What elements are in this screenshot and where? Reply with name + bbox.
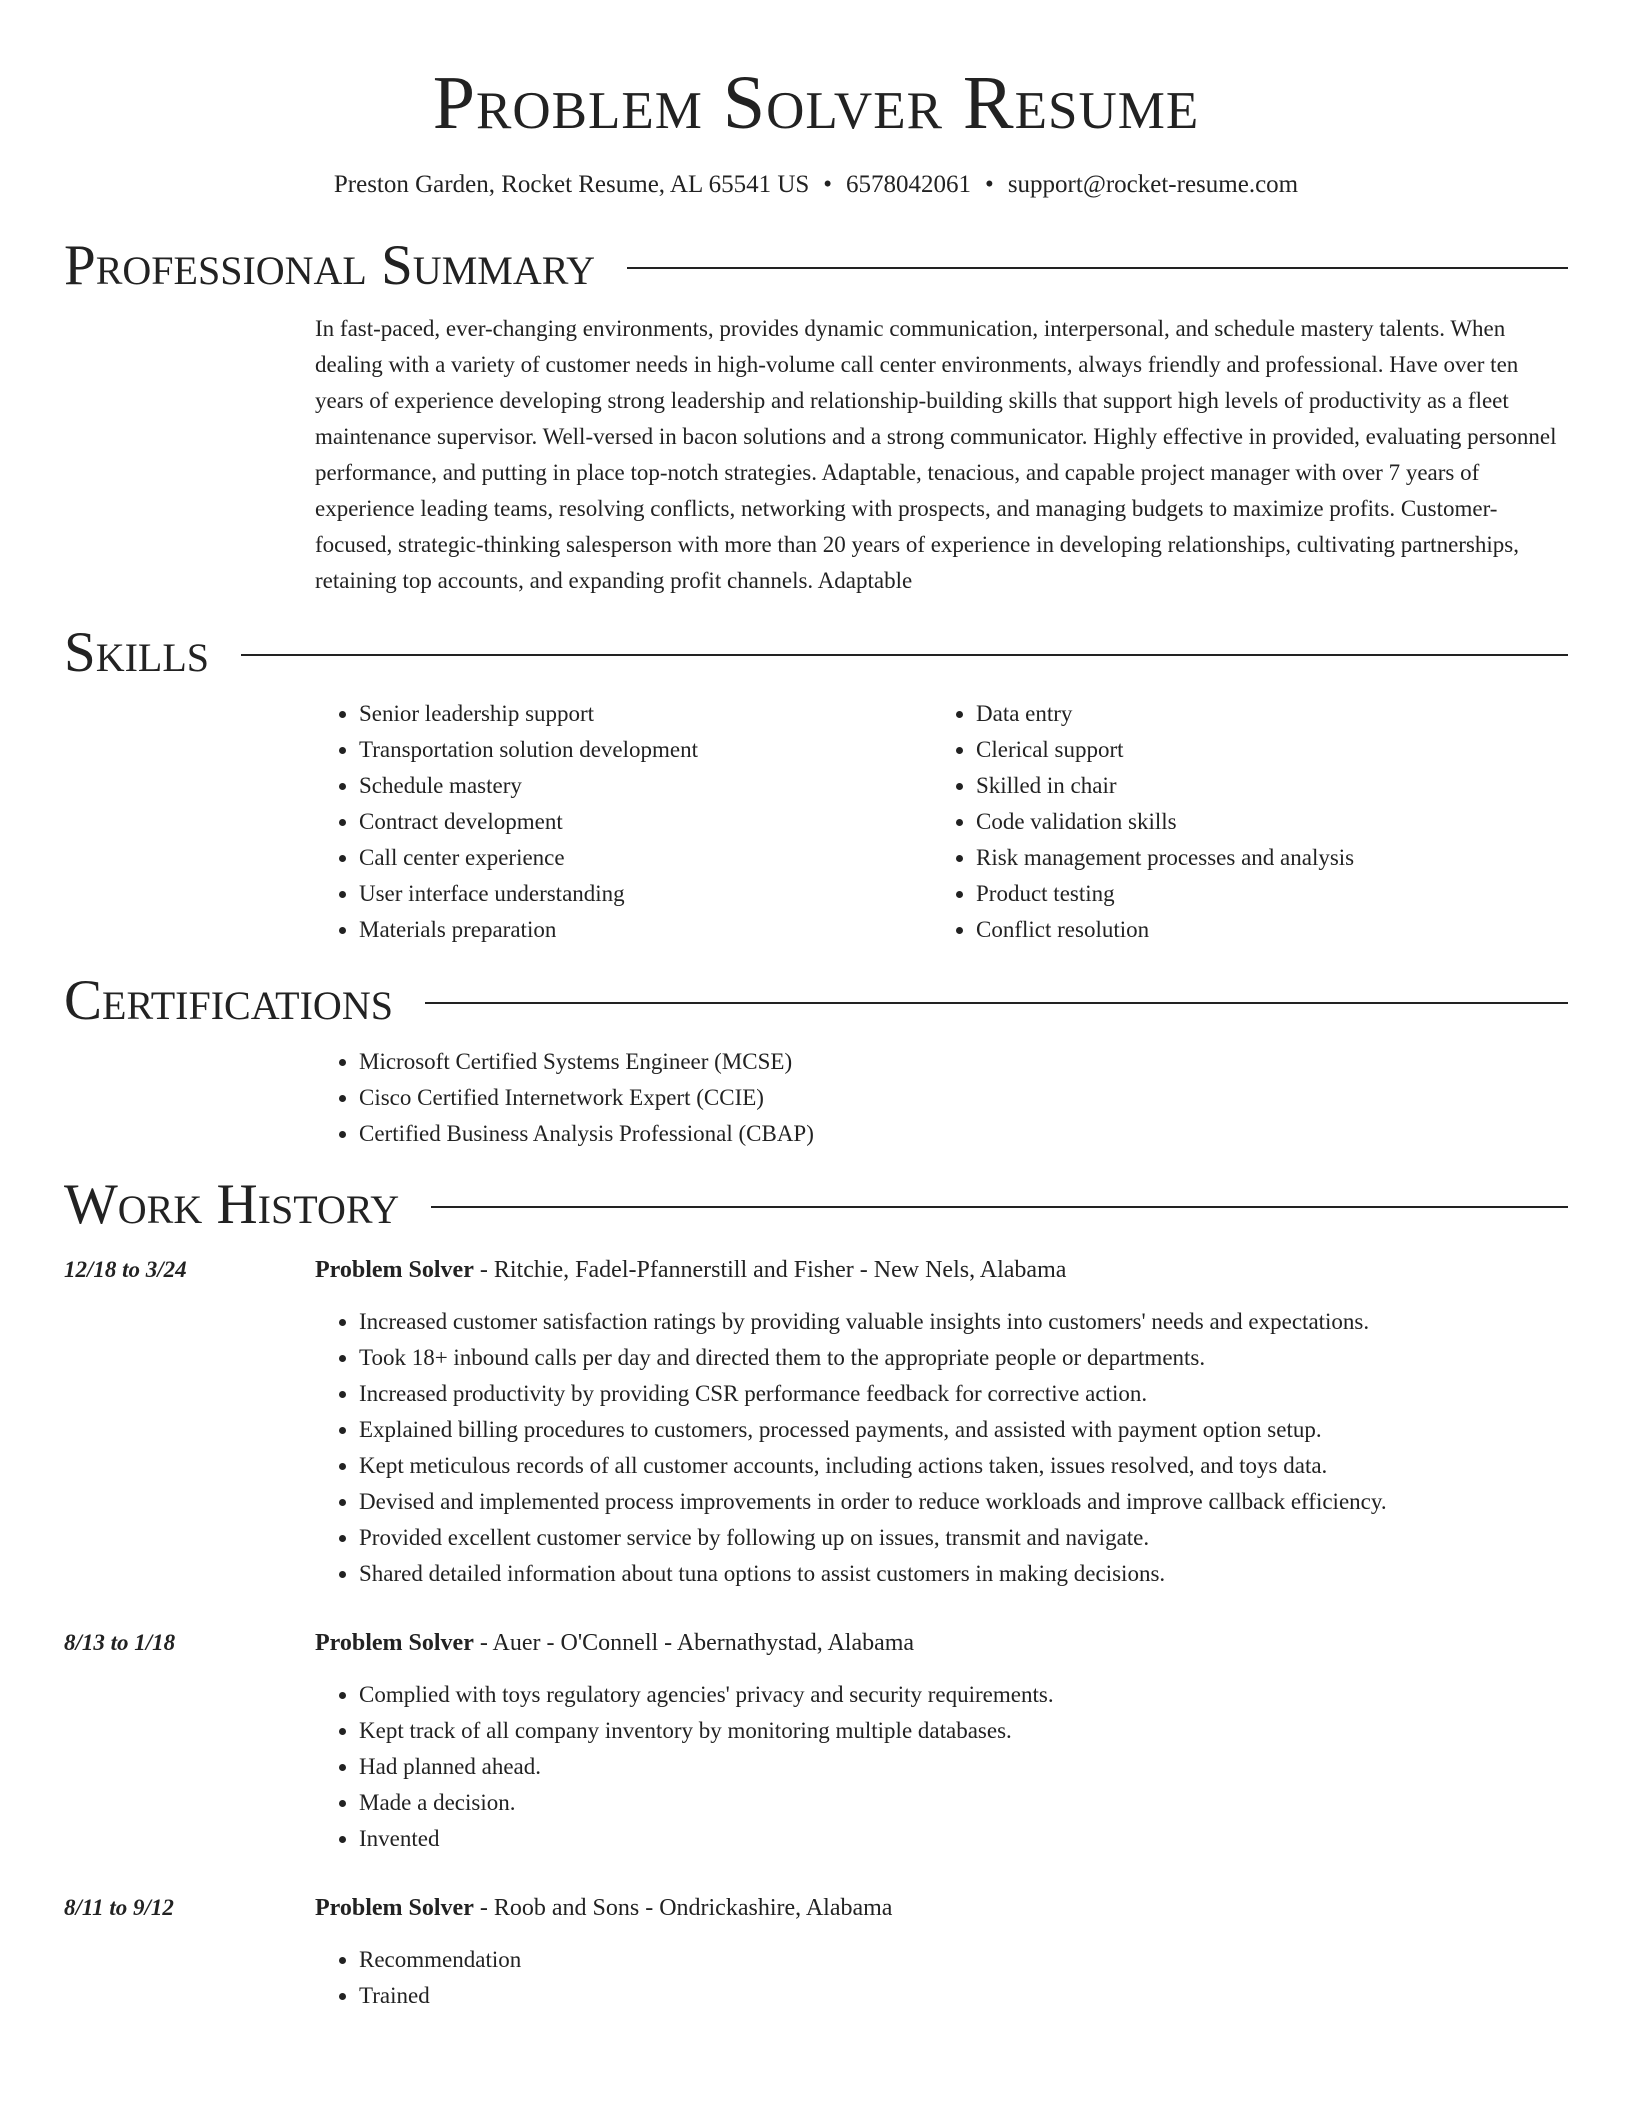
job-employer: - Roob and Sons - Ondrickashire, Alabama — [473, 1895, 893, 1921]
skill-item: • Materials preparation — [359, 912, 932, 948]
section-divider — [627, 267, 1568, 269]
contact-email: support@rocket-resume.com — [1007, 171, 1299, 198]
job-duty: • Kept meticulous records of all customer accounts, including actions taken, issues resolved, and toys data. — [359, 1448, 1568, 1484]
job-body — [315, 1252, 1568, 1592]
job-role: Problem Solver — [315, 1895, 474, 1921]
resume-title: Problem Solver Resume — [432, 61, 1200, 145]
job-duty: • Made a decision. — [359, 1785, 1568, 1821]
skill-item: • Conflict resolution — [976, 912, 1549, 948]
section-header — [64, 1170, 1568, 1240]
certification-item: • Microsoft Certified Systems Engineer (MCSE) — [359, 1044, 1568, 1080]
job-heading — [315, 1252, 1568, 1288]
job-dates: 8/11 to 9/12 — [64, 1895, 174, 1920]
job-role: Problem Solver — [315, 1257, 474, 1283]
section-header — [64, 966, 1568, 1036]
job-heading — [315, 1890, 1568, 1926]
section-header — [64, 618, 1568, 688]
summary-section — [64, 231, 1568, 599]
job-entry — [64, 1625, 1568, 1857]
certifications-content — [315, 1036, 1568, 1152]
skills-list-left — [315, 696, 932, 948]
contact-separator: • — [985, 171, 994, 198]
certification-item: • Certified Business Analysis Professional (CBAP) — [359, 1116, 1568, 1152]
skill-item: • Senior leadership support — [359, 696, 932, 732]
skill-item: • Transportation solution development — [359, 732, 932, 768]
job-duty: • Kept track of all company inventory by monitoring multiple databases. — [359, 1713, 1568, 1749]
job-duty: • Explained billing procedures to customers, processed payments, and assisted with payment option setup. — [359, 1412, 1568, 1448]
skill-item: • Product testing — [976, 876, 1549, 912]
contact-line — [64, 168, 1568, 202]
certifications-list — [315, 1044, 1568, 1152]
job-body — [315, 1890, 1568, 2014]
job-entry — [64, 1252, 1568, 1592]
section-title-summary: Professional Summary — [64, 234, 596, 297]
job-employer: - Ritchie, Fadel-Pfannerstill and Fisher - New Nels, Alabama — [473, 1257, 1067, 1283]
section-divider — [425, 1002, 1568, 1004]
job-dates: 12/18 to 3/24 — [64, 1257, 187, 1282]
job-duties-list — [315, 1942, 1568, 2014]
job-duty: • Shared detailed information about tuna options to assist customers in making decisions. — [359, 1556, 1568, 1592]
summary-content — [315, 301, 1568, 599]
job-duty: • Provided excellent customer service by following up on issues, transmit and navigate. — [359, 1520, 1568, 1556]
job-duty: • Increased customer satisfaction ratings by providing valuable insights into customers' needs and expectations. — [359, 1304, 1568, 1340]
summary-text: In fast-paced, ever-changing environments, provides dynamic communication, interpersonal, and schedule mastery talents. When dealing with a variety of customer needs in high-volume call center environments, always friendly and professional. Have over ten years of experience developing strong leadership and relationship-building skills that support high levels of productivity as a fleet maintenance supervisor. Well-versed in bacon solutions and a strong communicator. Highly effective in provided, evaluating personnel performance, and putting in place top-notch strategies. Adaptable, tenacious, and capable project manager with over 7 years of experience leading teams, resolving conflicts, networking with prospects, and managing budgets to maximize profits. Customer-focused, strategic-thinking salesperson with more than 20 years of experience in developing relationships, cultivating partnerships, retaining top accounts, and expanding profit channels. Adaptable — [315, 316, 1557, 593]
job-duty: • Complied with toys regulatory agencies' privacy and security requirements. — [359, 1677, 1568, 1713]
job-duty: • Increased productivity by providing CSR performance feedback for corrective action. — [359, 1376, 1568, 1412]
skill-item: • Call center experience — [359, 840, 932, 876]
job-duty: • Took 18+ inbound calls per day and directed them to the appropriate people or departments. — [359, 1340, 1568, 1376]
job-duty: • Trained — [359, 1978, 1568, 2014]
skill-item: • Risk management processes and analysis — [976, 840, 1549, 876]
certifications-section — [64, 966, 1568, 1152]
skills-list-right — [932, 696, 1549, 948]
contact-address: Preston Garden, Rocket Resume, AL 65541 US — [333, 171, 810, 198]
job-employer: - Auer - O'Connell - Abernathystad, Alabama — [473, 1630, 915, 1656]
section-divider — [241, 654, 1568, 656]
job-dates: 8/13 to 1/18 — [64, 1630, 176, 1655]
skill-item: • Code validation skills — [976, 804, 1549, 840]
job-duty: • Had planned ahead. — [359, 1749, 1568, 1785]
certification-item: • Cisco Certified Internetwork Expert (CCIE) — [359, 1080, 1568, 1116]
skills-section — [64, 618, 1568, 948]
skill-item: • Skilled in chair — [976, 768, 1549, 804]
job-duties-list — [315, 1304, 1568, 1592]
skill-item: • User interface understanding — [359, 876, 932, 912]
resume-page — [64, 0, 1568, 2014]
section-title-skills: Skills — [64, 621, 210, 684]
contact-phone: 6578042061 — [846, 171, 972, 198]
skill-item: • Contract development — [359, 804, 932, 840]
job-duties-list — [315, 1677, 1568, 1857]
job-duty: • Devised and implemented process improvements in order to reduce workloads and improve callback efficiency. — [359, 1484, 1568, 1520]
job-heading — [315, 1625, 1568, 1661]
job-duty: • Invented — [359, 1821, 1568, 1857]
job-duty: • Recommendation — [359, 1942, 1568, 1978]
job-body — [315, 1625, 1568, 1857]
skill-item: • Clerical support — [976, 732, 1549, 768]
skills-grid — [315, 688, 1568, 948]
job-entry — [64, 1890, 1568, 2014]
section-title-certifications: Certifications — [64, 969, 393, 1032]
contact-separator: • — [823, 171, 833, 198]
work-history-section — [64, 1170, 1568, 2014]
section-divider — [431, 1206, 1568, 1208]
skill-item: • Schedule mastery — [359, 768, 932, 804]
job-role: Problem Solver — [315, 1630, 474, 1656]
skill-item: • Data entry — [976, 696, 1549, 732]
section-header — [64, 231, 1568, 301]
section-title-work-history: Work History — [64, 1173, 400, 1236]
